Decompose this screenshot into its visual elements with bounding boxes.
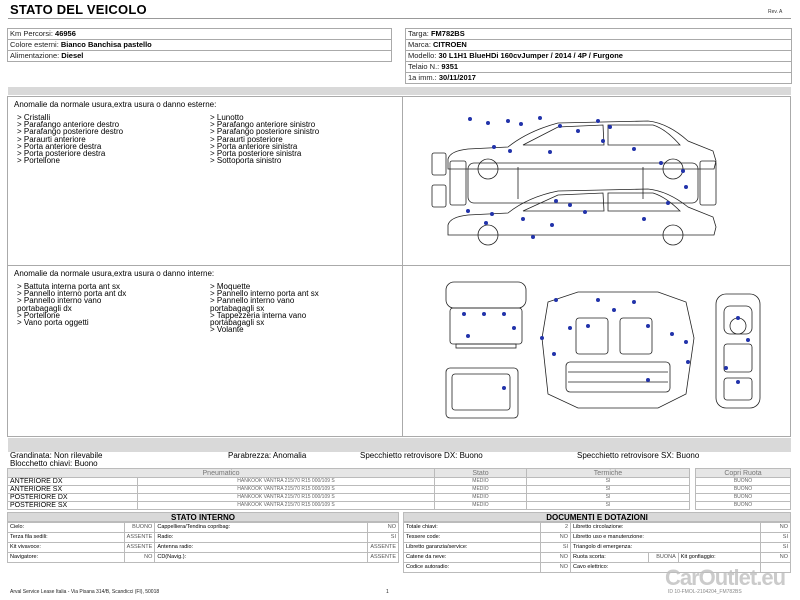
tire-position: POSTERIORE DX — [8, 494, 138, 502]
col-header-termiche: Termiche — [527, 469, 690, 478]
tire-position: ANTERIORE DX — [8, 478, 138, 486]
field-value: NO — [541, 553, 571, 563]
interior-damage-list-1 — [17, 283, 126, 326]
grandinata-status: Grandinata: Non rilevabile — [10, 451, 103, 460]
field-value: NO — [368, 523, 399, 533]
tire-table-header — [8, 469, 791, 478]
documenti-header: DOCUMENTI E DOTAZIONI — [403, 512, 791, 522]
damage-item: portabagagli sx — [210, 303, 265, 313]
info-label: Colore esterni: — [10, 40, 59, 49]
exterior-damage-section — [7, 96, 791, 266]
field-value: SI — [761, 543, 791, 553]
tire-position: ANTERIORE SX — [8, 486, 138, 494]
exterior-damage-list-1 — [17, 114, 123, 164]
field-label: Totale chiavi: — [404, 523, 541, 533]
field-value: NO — [541, 533, 571, 543]
page-title: STATO DEL VEICOLO — [10, 2, 147, 17]
col-header-stato: Stato — [435, 469, 527, 478]
damage-item: > Pannello interno vano — [210, 296, 295, 306]
field-label: Terza fila sedili: — [8, 533, 125, 543]
damage-item: > Parafango posteriore sinistro — [210, 127, 320, 137]
table-row — [8, 533, 399, 543]
field-label: Navigatore: — [8, 553, 125, 563]
info-row-model — [406, 51, 792, 62]
field-label: Tessere code: — [404, 533, 541, 543]
interior-damage-header: Anomalie da normale usura,extra usura o danno interne: — [14, 269, 215, 278]
footer-page-number: 1 — [386, 589, 389, 595]
vehicle-info-right — [405, 28, 792, 84]
table-row — [404, 533, 791, 543]
field-value: ASSENTE — [368, 543, 399, 553]
title-divider — [8, 18, 791, 19]
tire-copri: BUONO — [696, 478, 791, 486]
field-label: Cielo: — [8, 523, 125, 533]
tire-position: POSTERIORE SX — [8, 502, 138, 510]
footer-address: Arval Service Lease Italia - Via Pisana 314/B, Scandicci (FI), 50018 — [10, 589, 160, 595]
damage-item: > Porta posteriore destra — [17, 149, 106, 159]
tire-model: HANKOOK VANTRA 215/70 R15 000/109 S — [138, 494, 435, 502]
field-value: BUONA — [648, 553, 678, 563]
damage-item: > Moquette — [210, 282, 251, 291]
info-row-chassis — [406, 62, 792, 73]
table-row — [8, 494, 791, 502]
tire-termiche: SI — [527, 494, 690, 502]
table-row — [404, 543, 791, 553]
info-value: 46956 — [55, 29, 76, 38]
field-value: ASSENTE — [368, 553, 399, 563]
info-label: Modello: — [408, 51, 437, 60]
info-row-color — [8, 40, 392, 51]
damage-item: > Volante — [210, 325, 244, 335]
revision-label: Rev. A — [768, 9, 783, 15]
field-label: Cappelliera/Tendina copribag: — [155, 523, 368, 533]
info-label: Targa: — [408, 29, 429, 38]
table-row — [8, 543, 399, 553]
damage-item: > Porta posteriore sinistra — [210, 149, 302, 159]
info-label: Alimentazione: — [10, 51, 60, 60]
footer-reference: ID 10-FMOL-2104204_FM782BS — [668, 589, 742, 595]
info-value: CITROEN — [433, 40, 467, 49]
interior-damage-section — [7, 265, 791, 437]
info-label: 1a imm.: — [408, 73, 437, 82]
damage-item: > Sottoporta sinistro — [210, 156, 282, 166]
table-row — [8, 553, 399, 563]
tire-termiche: SI — [527, 486, 690, 494]
vehicle-info-left — [7, 28, 392, 62]
info-value: Bianco Banchisa pastello — [60, 40, 152, 49]
damage-item: portabagagli sx — [210, 318, 265, 328]
field-value: NO — [124, 553, 155, 563]
info-row-km — [8, 29, 392, 40]
field-label: Libretto garanzia/service: — [404, 543, 541, 553]
info-label: Marca: — [408, 40, 431, 49]
damage-item: portabagagli dx — [17, 303, 72, 313]
damage-item: > Portellone — [17, 156, 60, 166]
info-value: 30/11/2017 — [438, 73, 476, 82]
field-label: Kit gonfiaggio: — [678, 553, 760, 563]
info-row-fuel — [8, 51, 392, 62]
field-label: Radio: — [155, 533, 368, 543]
field-value: SI — [541, 543, 571, 553]
tire-termiche: SI — [527, 502, 690, 510]
damage-item: > Lunotto — [210, 113, 244, 122]
damage-item: > Paraurti posteriore — [210, 134, 283, 144]
section-separator — [8, 87, 791, 95]
tire-stato: MEDIO — [435, 478, 527, 486]
field-label: Ruota scorta: — [571, 553, 649, 563]
field-label: CD(Navig.): — [155, 553, 368, 563]
mirror-sx-status: Specchietto retrovisore SX: Buono — [577, 451, 700, 460]
field-value: SI — [761, 533, 791, 543]
exterior-damage-list-2 — [210, 114, 319, 164]
damage-item: > Paraurti anteriore — [17, 134, 86, 144]
table-row — [404, 523, 791, 533]
field-label: Triangolo di emergenza: — [571, 543, 761, 553]
table-row — [8, 502, 791, 510]
interior-damage-list-2 — [210, 283, 319, 333]
info-value: 9351 — [441, 62, 459, 71]
field-value: NO — [761, 553, 791, 563]
tire-termiche: SI — [527, 478, 690, 486]
tire-copri: BUONO — [696, 494, 791, 502]
table-row — [404, 553, 791, 563]
field-label: Catene da neve: — [404, 553, 541, 563]
info-value: 30 L1H1 BlueHDi 160cvJumper / 2014 / 4P / Furgone — [438, 51, 623, 60]
info-label: Km Percorsi: — [10, 29, 53, 38]
field-label: Antenna radio: — [155, 543, 368, 553]
damage-item: > Pannello interno vano — [17, 296, 102, 306]
field-value: ASSENTE — [124, 543, 155, 553]
damage-item: > Porta anteriore sinistra — [210, 141, 298, 151]
table-row — [8, 478, 791, 486]
field-value: NO — [541, 563, 571, 573]
damage-item: > Pannello interno porta ant dx — [17, 289, 127, 299]
field-value: 2 — [541, 523, 571, 533]
interior-damage-dots — [438, 278, 768, 428]
col-header-pneumatico: Pneumatico — [8, 469, 435, 478]
damage-item: > Parafango anteriore sinistro — [210, 120, 316, 130]
field-label: Libretto circolazione: — [571, 523, 761, 533]
field-value: NO — [761, 523, 791, 533]
tire-model: HANKOOK VANTRA 215/70 R15 000/109 S — [138, 502, 435, 510]
tire-model: HANKOOK VANTRA 215/70 R15 000/109 S — [138, 478, 435, 486]
tire-stato: MEDIO — [435, 486, 527, 494]
damage-item: > Pannello interno porta ant sx — [210, 289, 319, 299]
info-value: Diesel — [61, 51, 84, 60]
watermark-logo: CarOutlet.eu — [665, 565, 786, 590]
field-value: BUONO — [124, 523, 155, 533]
info-label: Telaio N.: — [408, 62, 440, 71]
column-divider — [402, 97, 403, 265]
stato-interno-table — [7, 522, 399, 563]
field-label: Libretto uso e manutenzione: — [571, 533, 761, 543]
info-row-registration — [406, 73, 792, 84]
status-bar — [8, 438, 791, 452]
info-row-brand — [406, 40, 792, 51]
field-label: Codice autoradio: — [404, 563, 541, 573]
mirror-dx-status: Specchietto retrovisore DX: Buono — [360, 451, 483, 460]
tire-model: HANKOOK VANTRA 215/70 R15 000/109 S — [138, 486, 435, 494]
damage-item: > Parafango posteriore destro — [17, 127, 124, 137]
damage-item: > Porta anteriore destra — [17, 141, 102, 151]
tire-table — [7, 468, 791, 510]
damage-item: > Portellone — [17, 310, 60, 320]
tire-stato: MEDIO — [435, 502, 527, 510]
key-block-status: Blocchetto chiavi: Buono — [10, 459, 98, 468]
tire-copri: BUONO — [696, 502, 791, 510]
col-header-copri-ruota: Copri Ruota — [696, 469, 791, 478]
damage-item: > Cristalli — [17, 113, 51, 122]
field-value: ASSENTE — [124, 533, 155, 543]
damage-item: > Battuta interna porta ant sx — [17, 282, 120, 291]
stato-interno-header: STATO INTERNO — [7, 512, 399, 522]
field-label: Cavo elettrico: — [571, 563, 761, 573]
damage-item: > Vano porta oggetti — [17, 318, 89, 328]
exterior-damage-header: Anomalie da normale usura,extra usura o danno esterne: — [14, 100, 217, 109]
damage-item: > Tappezzeria interna vano — [210, 310, 307, 320]
table-row — [8, 486, 791, 494]
info-row-plate — [406, 29, 792, 40]
table-row — [8, 523, 399, 533]
exterior-damage-dots — [428, 101, 728, 261]
column-divider — [402, 266, 403, 436]
info-value: FM782BS — [430, 29, 465, 38]
field-label: Kit vivavoce: — [8, 543, 125, 553]
parabrezza-status: Parabrezza: Anomalia — [228, 451, 307, 460]
damage-item: > Parafango anteriore destro — [17, 120, 120, 130]
tire-stato: MEDIO — [435, 494, 527, 502]
field-value: SI — [368, 533, 399, 543]
tire-copri: BUONO — [696, 486, 791, 494]
